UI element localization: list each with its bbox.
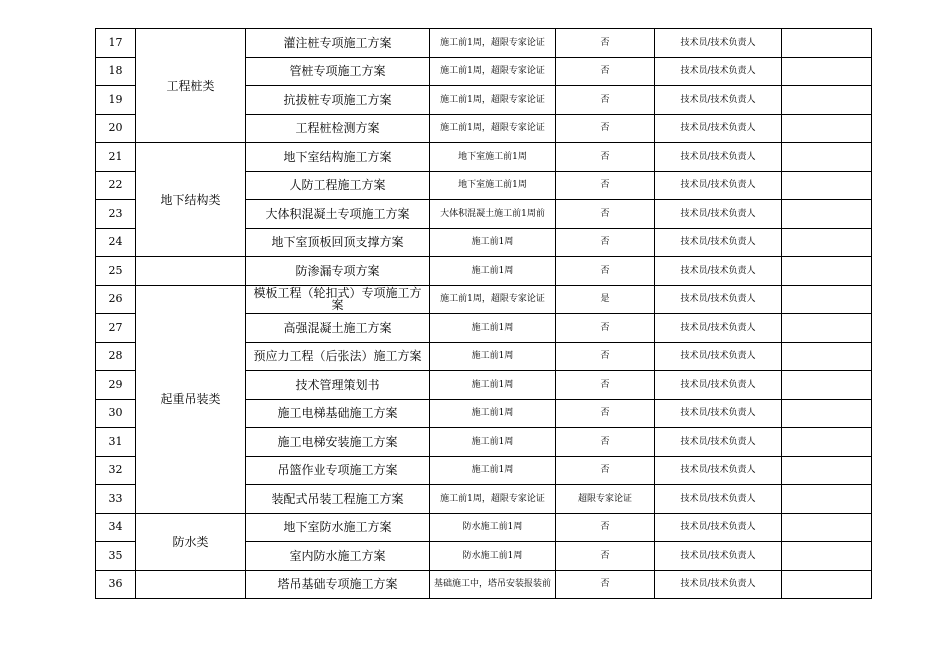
plan-name: 高强混凝土施工方案 [246,314,430,343]
plan-name: 地下室结构施工方案 [246,143,430,172]
responsible-cell: 技术员/技术负责人 [655,86,782,115]
responsible-cell: 技术员/技术负责人 [655,342,782,371]
plan-name: 地下室顶板回顶支撑方案 [246,228,430,257]
timing-cell: 防水施工前1周 [430,513,556,542]
responsible-cell: 技术员/技术负责人 [655,428,782,457]
expert-cell: 否 [556,456,655,485]
category-cell: 防水类 [136,513,246,570]
responsible-cell: 技术员/技术负责人 [655,371,782,400]
responsible-cell: 技术员/技术负责人 [655,257,782,286]
note-cell [782,228,872,257]
timing-cell: 施工前1周，超限专家论证 [430,86,556,115]
plan-name: 塔吊基础专项施工方案 [246,570,430,599]
row-number: 23 [96,200,136,229]
timing-cell: 施工前1周 [430,257,556,286]
timing-cell: 施工前1周，超限专家论证 [430,285,556,314]
responsible-cell: 技术员/技术负责人 [655,285,782,314]
row-number: 19 [96,86,136,115]
responsible-cell: 技术员/技术负责人 [655,200,782,229]
category-cell: 工程桩类 [136,29,246,143]
note-cell [782,542,872,571]
note-cell [782,428,872,457]
responsible-cell: 技术员/技术负责人 [655,399,782,428]
expert-cell: 否 [556,29,655,58]
row-number: 18 [96,57,136,86]
category-cell-empty [136,570,246,599]
row-number: 34 [96,513,136,542]
responsible-cell: 技术员/技术负责人 [655,171,782,200]
row-number: 17 [96,29,136,58]
responsible-cell: 技术员/技术负责人 [655,456,782,485]
expert-cell: 否 [556,542,655,571]
expert-cell: 否 [556,513,655,542]
table-row [96,570,872,599]
row-number: 26 [96,285,136,314]
timing-cell: 施工前1周，超限专家论证 [430,29,556,58]
plan-table [95,28,872,599]
expert-cell: 否 [556,314,655,343]
plan-name: 技术管理策划书 [246,371,430,400]
expert-cell: 否 [556,228,655,257]
note-cell [782,171,872,200]
responsible-cell: 技术员/技术负责人 [655,29,782,58]
table-row [96,285,872,314]
timing-cell: 施工前1周 [430,314,556,343]
note-cell [782,57,872,86]
timing-cell: 基础施工中，塔吊安装报装前 [430,570,556,599]
plan-name: 地下室防水施工方案 [246,513,430,542]
plan-name: 施工电梯基础施工方案 [246,399,430,428]
timing-cell: 施工前1周 [430,399,556,428]
timing-cell: 施工前1周 [430,342,556,371]
timing-cell: 施工前1周，超限专家论证 [430,485,556,514]
category-cell: 地下结构类 [136,143,246,257]
category-cell-empty [136,257,246,286]
plan-name: 工程桩检测方案 [246,114,430,143]
plan-name: 抗拔桩专项施工方案 [246,86,430,115]
responsible-cell: 技术员/技术负责人 [655,570,782,599]
responsible-cell: 技术员/技术负责人 [655,143,782,172]
row-number: 33 [96,485,136,514]
table-row [96,29,872,58]
note-cell [782,200,872,229]
expert-cell: 否 [556,399,655,428]
note-cell [782,257,872,286]
row-number: 36 [96,570,136,599]
row-number: 25 [96,257,136,286]
expert-cell: 否 [556,428,655,457]
row-number: 30 [96,399,136,428]
expert-cell: 否 [556,257,655,286]
timing-cell: 施工前1周 [430,228,556,257]
expert-cell: 否 [556,371,655,400]
expert-cell: 否 [556,342,655,371]
note-cell [782,513,872,542]
note-cell [782,314,872,343]
plan-name: 吊篮作业专项施工方案 [246,456,430,485]
plan-name: 大体积混凝土专项施工方案 [246,200,430,229]
plan-name: 装配式吊装工程施工方案 [246,485,430,514]
table-row [96,257,872,286]
expert-cell: 否 [556,200,655,229]
row-number: 20 [96,114,136,143]
expert-cell: 否 [556,171,655,200]
timing-cell: 施工前1周 [430,428,556,457]
responsible-cell: 技术员/技术负责人 [655,228,782,257]
note-cell [782,371,872,400]
category-cell: 起重吊装类 [136,285,246,513]
note-cell [782,570,872,599]
expert-cell: 超限专家论证 [556,485,655,514]
plan-name: 模板工程（轮扣式）专项施工方案 [246,285,430,314]
row-number: 31 [96,428,136,457]
responsible-cell: 技术员/技术负责人 [655,57,782,86]
row-number: 35 [96,542,136,571]
plan-name: 灌注桩专项施工方案 [246,29,430,58]
plan-name: 预应力工程（后张法）施工方案 [246,342,430,371]
timing-cell: 施工前1周 [430,456,556,485]
timing-cell: 施工前1周，超限专家论证 [430,114,556,143]
row-number: 24 [96,228,136,257]
expert-cell: 否 [556,57,655,86]
note-cell [782,143,872,172]
expert-cell: 否 [556,86,655,115]
note-cell [782,114,872,143]
expert-cell: 是 [556,285,655,314]
responsible-cell: 技术员/技术负责人 [655,542,782,571]
row-number: 28 [96,342,136,371]
row-number: 27 [96,314,136,343]
note-cell [782,86,872,115]
row-number: 32 [96,456,136,485]
responsible-cell: 技术员/技术负责人 [655,513,782,542]
responsible-cell: 技术员/技术负责人 [655,114,782,143]
note-cell [782,29,872,58]
note-cell [782,456,872,485]
plan-name: 管桩专项施工方案 [246,57,430,86]
timing-cell: 地下室施工前1周 [430,171,556,200]
expert-cell: 否 [556,570,655,599]
row-number: 21 [96,143,136,172]
plan-name: 室内防水施工方案 [246,542,430,571]
note-cell [782,285,872,314]
note-cell [782,399,872,428]
expert-cell: 否 [556,114,655,143]
row-number: 22 [96,171,136,200]
note-cell [782,342,872,371]
timing-cell: 大体积混凝土施工前1周前 [430,200,556,229]
responsible-cell: 技术员/技术负责人 [655,485,782,514]
table-row [96,513,872,542]
plan-name: 防渗漏专项方案 [246,257,430,286]
row-number: 29 [96,371,136,400]
timing-cell: 施工前1周 [430,371,556,400]
note-cell [782,485,872,514]
timing-cell: 地下室施工前1周 [430,143,556,172]
timing-cell: 防水施工前1周 [430,542,556,571]
table-row [96,143,872,172]
timing-cell: 施工前1周，超限专家论证 [430,57,556,86]
expert-cell: 否 [556,143,655,172]
responsible-cell: 技术员/技术负责人 [655,314,782,343]
plan-name: 施工电梯安装施工方案 [246,428,430,457]
plan-name: 人防工程施工方案 [246,171,430,200]
